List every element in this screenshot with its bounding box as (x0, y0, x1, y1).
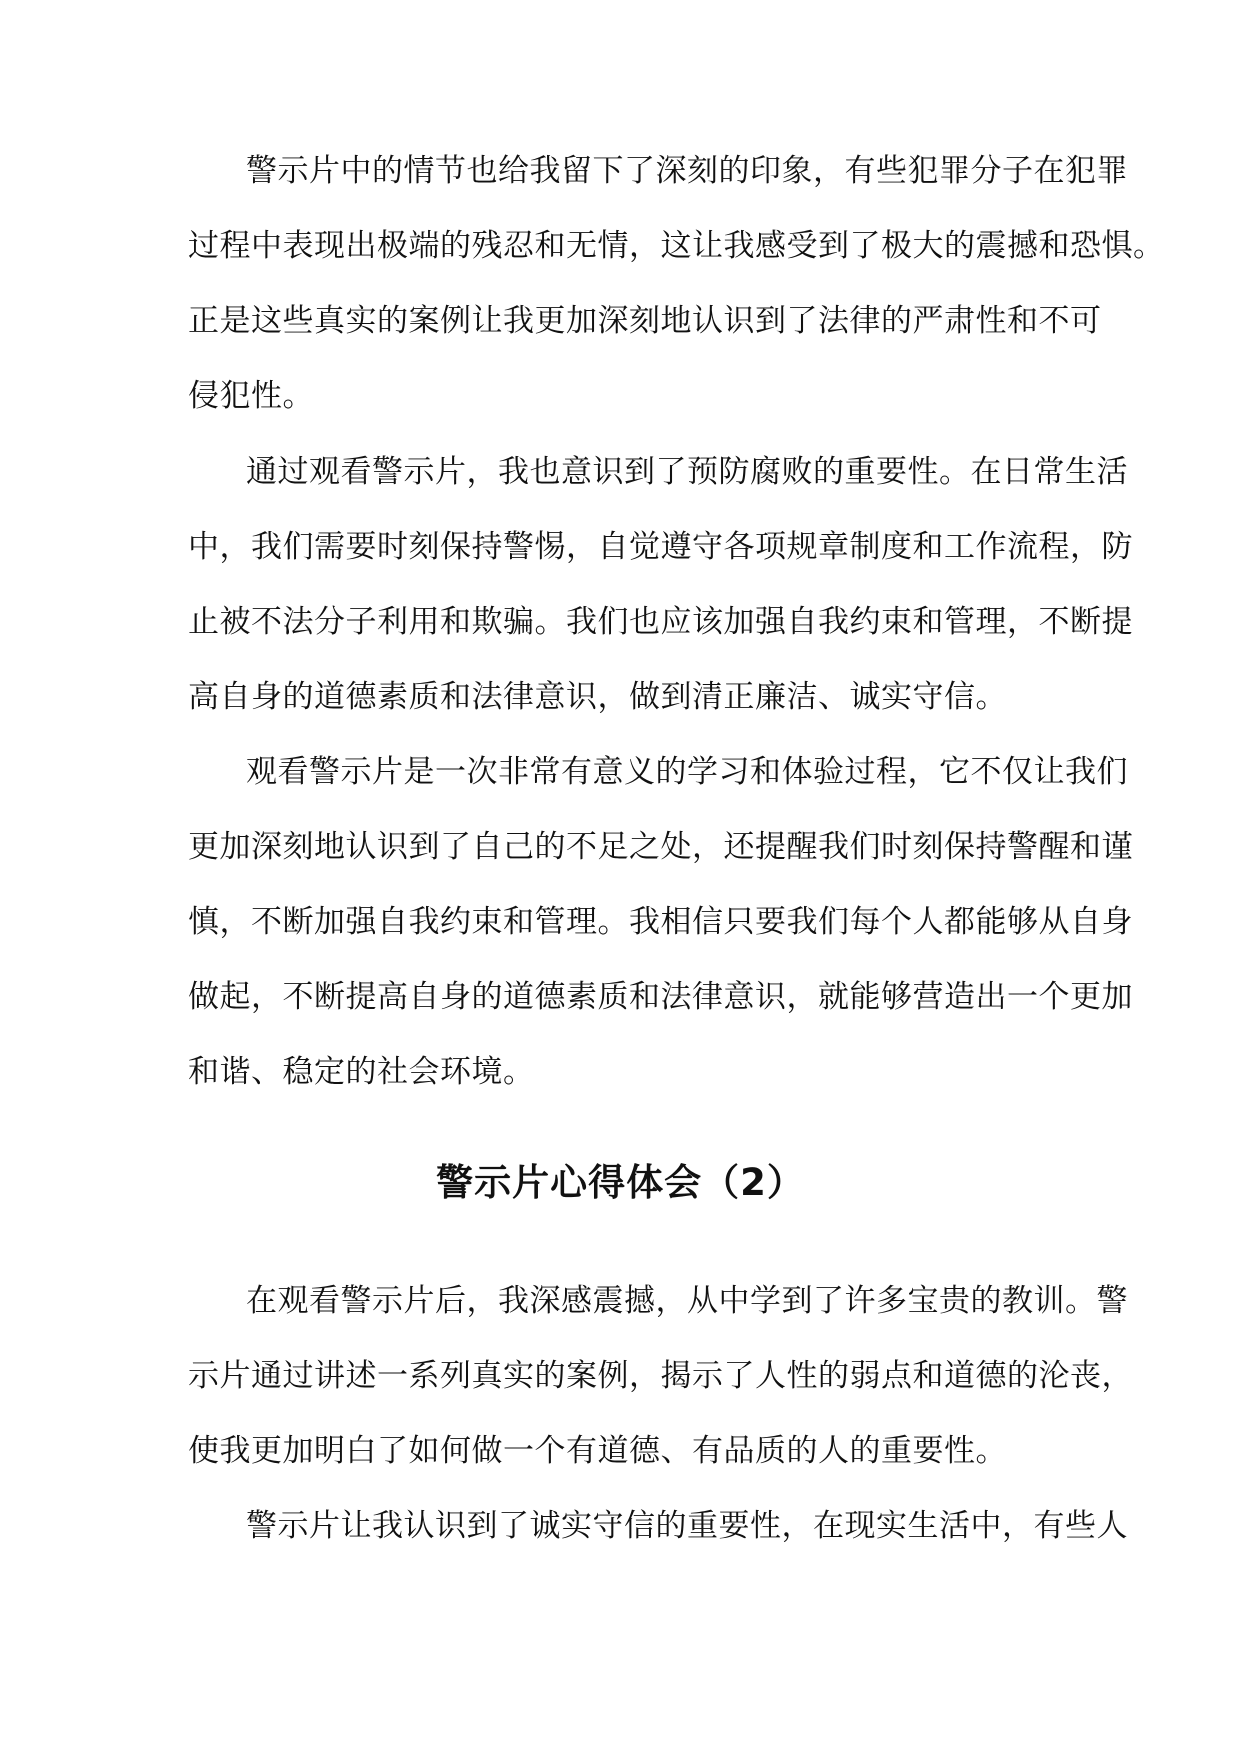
text-line: 侵犯性。 (188, 378, 314, 414)
section-title: 警示片心得体会（2） (436, 1161, 805, 1204)
text-line: 使我更加明白了如何做一个有道德、有品质的人的重要性。 (188, 1433, 1007, 1469)
text-line: 过程中表现出极端的残忍和无情，这让我感受到了极大的震撼和恐惧。 (188, 228, 1165, 264)
text-line: 警示片让我认识到了诚实守信的重要性，在现实生活中，有些人 (246, 1508, 1128, 1544)
text-line: 正是这些真实的案例让我更加深刻地认识到了法律的严肃性和不可 (188, 303, 1102, 339)
text-line: 和谐、稳定的社会环境。 (188, 1054, 535, 1090)
text-line: 通过观看警示片，我也意识到了预防腐败的重要性。在日常生活 (246, 454, 1128, 490)
text-line: 做起，不断提高自身的道德素质和法律意识，就能够营造出一个更加 (188, 979, 1133, 1015)
text-line: 止被不法分子利用和欺骗。我们也应该加强自我约束和管理，不断提 (188, 604, 1133, 640)
text-line: 示片通过讲述一系列真实的案例，揭示了人性的弱点和道德的沦丧， (188, 1358, 1133, 1394)
text-line: 更加深刻地认识到了自己的不足之处，还提醒我们时刻保持警醒和谨 (188, 829, 1133, 865)
text-line: 警示片中的情节也给我留下了深刻的印象，有些犯罪分子在犯罪 (246, 153, 1128, 189)
text-line: 中，我们需要时刻保持警惕，自觉遵守各项规章制度和工作流程，防 (188, 529, 1133, 565)
text-line: 慎，不断加强自我约束和管理。我相信只要我们每个人都能够从自身 (188, 904, 1133, 940)
text-line: 观看警示片是一次非常有意义的学习和体验过程，它不仅让我们 (246, 754, 1128, 790)
text-line: 高自身的道德素质和法律意识，做到清正廉洁、诚实守信。 (188, 679, 1007, 715)
text-line: 在观看警示片后，我深感震撼，从中学到了许多宝贵的教训。警 (246, 1283, 1128, 1319)
